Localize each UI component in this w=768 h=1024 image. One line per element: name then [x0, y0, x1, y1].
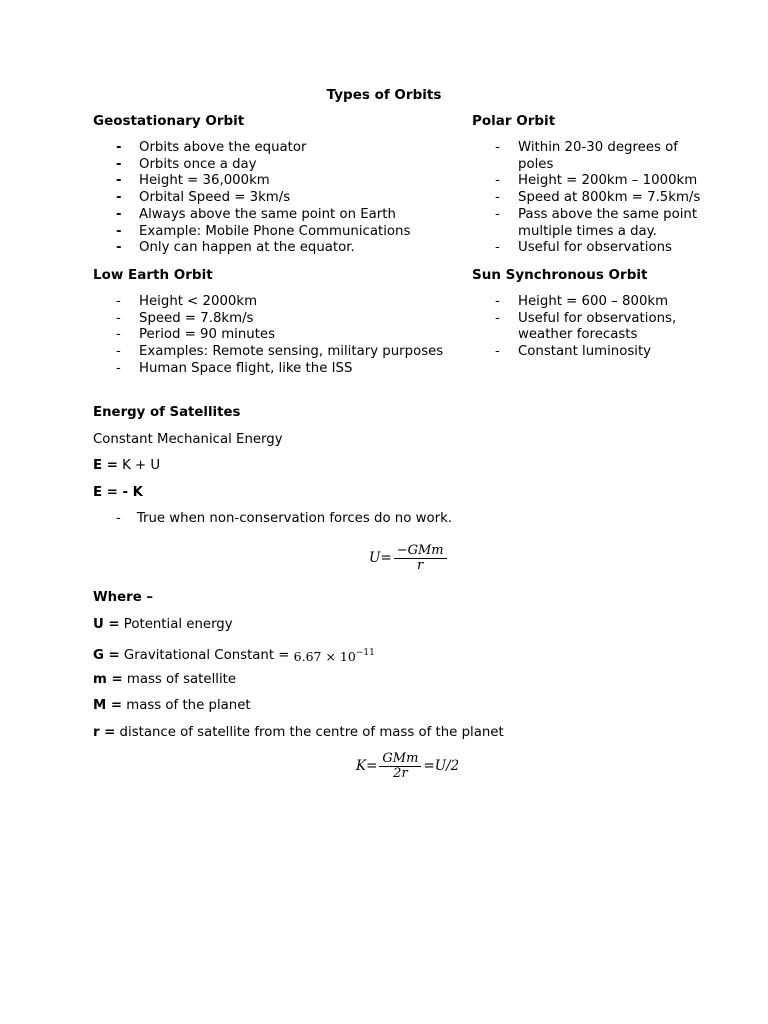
list-item: - Height = 200km – 1000km: [495, 173, 698, 189]
list-item: - Useful for observations, weather forecasts: [495, 310, 677, 343]
list-item: - Within 20-30 degrees of poles: [495, 140, 678, 172]
page-title: Types of Orbits: [326, 87, 442, 103]
equation-e-ku: E = K + U: [93, 458, 161, 473]
list-item: - Useful for observations: [495, 240, 672, 256]
list-item: - Speed at 800km = 7.5km/s: [495, 190, 701, 206]
low-earth-list: [93, 294, 473, 378]
def-r: r = distance of satellite from the centre of mass of the planet: [93, 725, 504, 740]
list-item: - Orbits above the equator: [116, 140, 307, 155]
list-item: - Height = 600 – 800km: [495, 293, 669, 309]
def-u: U = Potential energy: [93, 617, 233, 632]
list-item: - Height < 2000km: [116, 293, 258, 309]
energy-heading: Energy of Satellites: [93, 405, 241, 420]
polar-heading: Polar Orbit: [472, 113, 556, 129]
sun-sync-list: [472, 294, 712, 361]
sun-sync-heading: Sun Synchronous Orbit: [472, 266, 648, 283]
equation-e-minus-k: E = - K: [93, 485, 143, 500]
list-item: - Examples: Remote sensing, military purposes: [116, 344, 444, 360]
left-column: [93, 113, 473, 377]
polar-list: [472, 140, 712, 257]
list-item: - Example: Mobile Phone Communications: [116, 223, 411, 239]
right-column: [472, 113, 722, 361]
list-item: - Period = 90 minutes: [116, 327, 276, 343]
list-item: - Constant luminosity: [495, 344, 652, 360]
def-g: G = Gravitational Constant = $6.67 \times 10^{-11}$: [93, 648, 375, 664]
list-item: - Speed = 7.8km/s: [116, 310, 254, 326]
def-m-large: M = mass of the planet: [93, 698, 251, 713]
list-item: - Height = 36,000km: [116, 173, 270, 189]
kinetic-energy-formula: K= $\frac{\text{GMm}}{2r}$ =U/2: [356, 751, 460, 781]
list-item: - Orbital Speed = 3km/s: [116, 190, 291, 206]
where-label: Where –: [93, 590, 154, 605]
energy-note: - True when non-conservation forces do no work.: [116, 511, 453, 526]
def-m-small: m = mass of satellite: [93, 672, 237, 687]
list-item: - Pass above the same point multiple times a day.: [495, 206, 698, 239]
g-value: $6.67 \times 10^{-11}$: [293, 648, 375, 664]
list-item: - Orbits once a day: [116, 156, 257, 172]
low-earth-heading: Low Earth Orbit: [93, 266, 213, 283]
geostationary-heading: Geostationary Orbit: [93, 113, 245, 129]
energy-subheading: Constant Mechanical Energy: [93, 432, 283, 447]
list-item: - Only can happen at the equator.: [116, 240, 355, 256]
geostationary-list: [93, 140, 473, 257]
list-item: - Human Space flight, like the ISS: [116, 360, 353, 376]
list-item: - Always above the same point on Earth: [116, 206, 396, 222]
potential-energy-formula: U= $\frac{\text{−GMm}}{r}$: [369, 544, 449, 573]
